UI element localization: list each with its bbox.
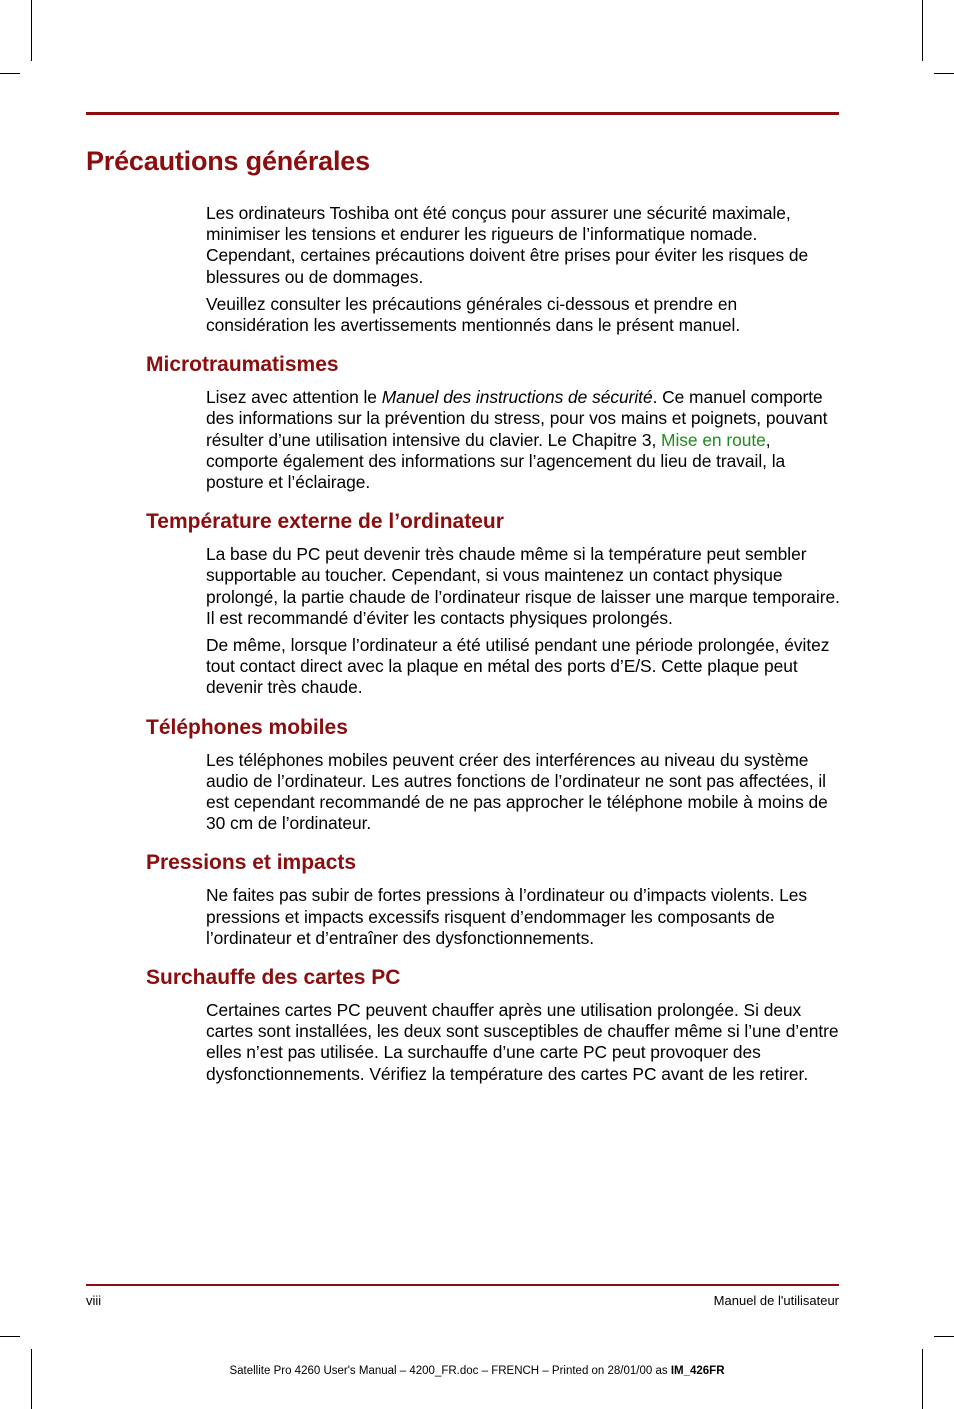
- text-run: , comporte également des informations sur l’agencement du lieu de travail, la posture et l’éclairage.: [206, 429, 786, 493]
- footer-manual-name: Manuel de l'utilisateur: [713, 1293, 839, 1308]
- section-heading-pressions: Pressions et impacts: [146, 851, 357, 875]
- footer-rule: [86, 1284, 839, 1286]
- crop-mark: [0, 1336, 20, 1337]
- chapter-link-mise-en-route[interactable]: Mise en route: [661, 429, 766, 450]
- print-info-code: IM_426FR: [670, 1365, 725, 1377]
- intro-paragraph: Veuillez consulter les précautions générales ci-dessous et prendre en considération les avertissements mentionnés dans le présent manuel.: [206, 293, 741, 336]
- temperature-paragraph: La base du PC peut devenir très chaude même si la température peut sembler supportable au toucher. Cependant, si vous maintenez un contact physique prolongé, la partie chaude de l’ordinateur risque de laisser une marque temporaire. Il est recommandé d’éviter les contacts physiques prolongés.: [206, 544, 840, 628]
- temperature-paragraph: De même, lorsque l’ordinateur a été utilisé pendant une période prolongée, évitez tout contact direct avec la plaque en métal des ports d’E/S. Cette plaque peut devenir très chaude.: [206, 635, 830, 698]
- surchauffe-paragraph: Certaines cartes PC peuvent chauffer après une utilisation prolongée. Si deux cartes sont installées, les deux sont susceptibles de chauffer même si l’une d’entre elles n’est pas utilisée. La surchauffe d’une carte PC peut provoquer des dysfonctionnements. Vérifiez la température des cartes PC avant de les retirer.: [206, 1000, 839, 1084]
- crop-mark: [934, 1336, 954, 1337]
- crop-mark: [922, 0, 923, 61]
- microtraumatismes-paragraph: [206, 387, 840, 493]
- section-heading-surchauffe: Surchauffe des cartes PC: [146, 966, 401, 990]
- crop-mark: [31, 0, 32, 61]
- safety-manual-title: Manuel des instructions de sécurité: [381, 387, 653, 408]
- section-heading-telephones: Téléphones mobiles: [146, 715, 348, 739]
- page-title: Précautions générales: [86, 146, 370, 176]
- page-content: [0, 203, 954, 1091]
- pressions-paragraph: Ne faites pas subir de fortes pressions à l’ordinateur ou d’impacts violents. Les pressions et impacts excessifs risquent d’endommager les composants de l’ordinateur et d’entraîner des dysfonctionnements.: [206, 885, 808, 948]
- crop-mark: [922, 1349, 923, 1409]
- crop-mark: [934, 73, 954, 74]
- crop-mark: [0, 73, 20, 74]
- page-number: viii: [86, 1293, 102, 1308]
- text-run: . Ce manuel comporte des informations sur la prévention du stress, pour vos mains et poignets, pouvant résulter d’une utilisation intensive du clavier. Le Chapitre 3,: [206, 387, 828, 450]
- text-run: Lisez avec attention le: [206, 387, 382, 408]
- print-info-text: Satellite Pro 4260 User's Manual – 4200_FR.doc – FRENCH – Printed on 28/01/00 as: [229, 1365, 671, 1377]
- intro-paragraph: Les ordinateurs Toshiba ont été conçus pour assurer une sécurité maximale, minimiser les tensions et endurer les rigueurs de l’informatique nomade. Cependant, certaines précautions doivent être prises pour éviter les risques de blessures ou de dommages.: [206, 203, 809, 287]
- section-heading-microtraumatismes: Microtraumatismes: [146, 353, 339, 377]
- section-heading-temperature: Température externe de l’ordinateur: [146, 510, 504, 534]
- crop-mark: [31, 1349, 32, 1409]
- print-info: [0, 1365, 954, 1377]
- telephones-paragraph: Les téléphones mobiles peuvent créer des interférences au niveau du système audio de l’ordinateur. Les autres fonctions de l’ordinateur ne sont pas affectées, il est cependant recommandé de ne pas approcher le téléphone mobile à moins de 30 cm de l’ordinateur.: [206, 749, 828, 834]
- header-rule: [86, 112, 839, 115]
